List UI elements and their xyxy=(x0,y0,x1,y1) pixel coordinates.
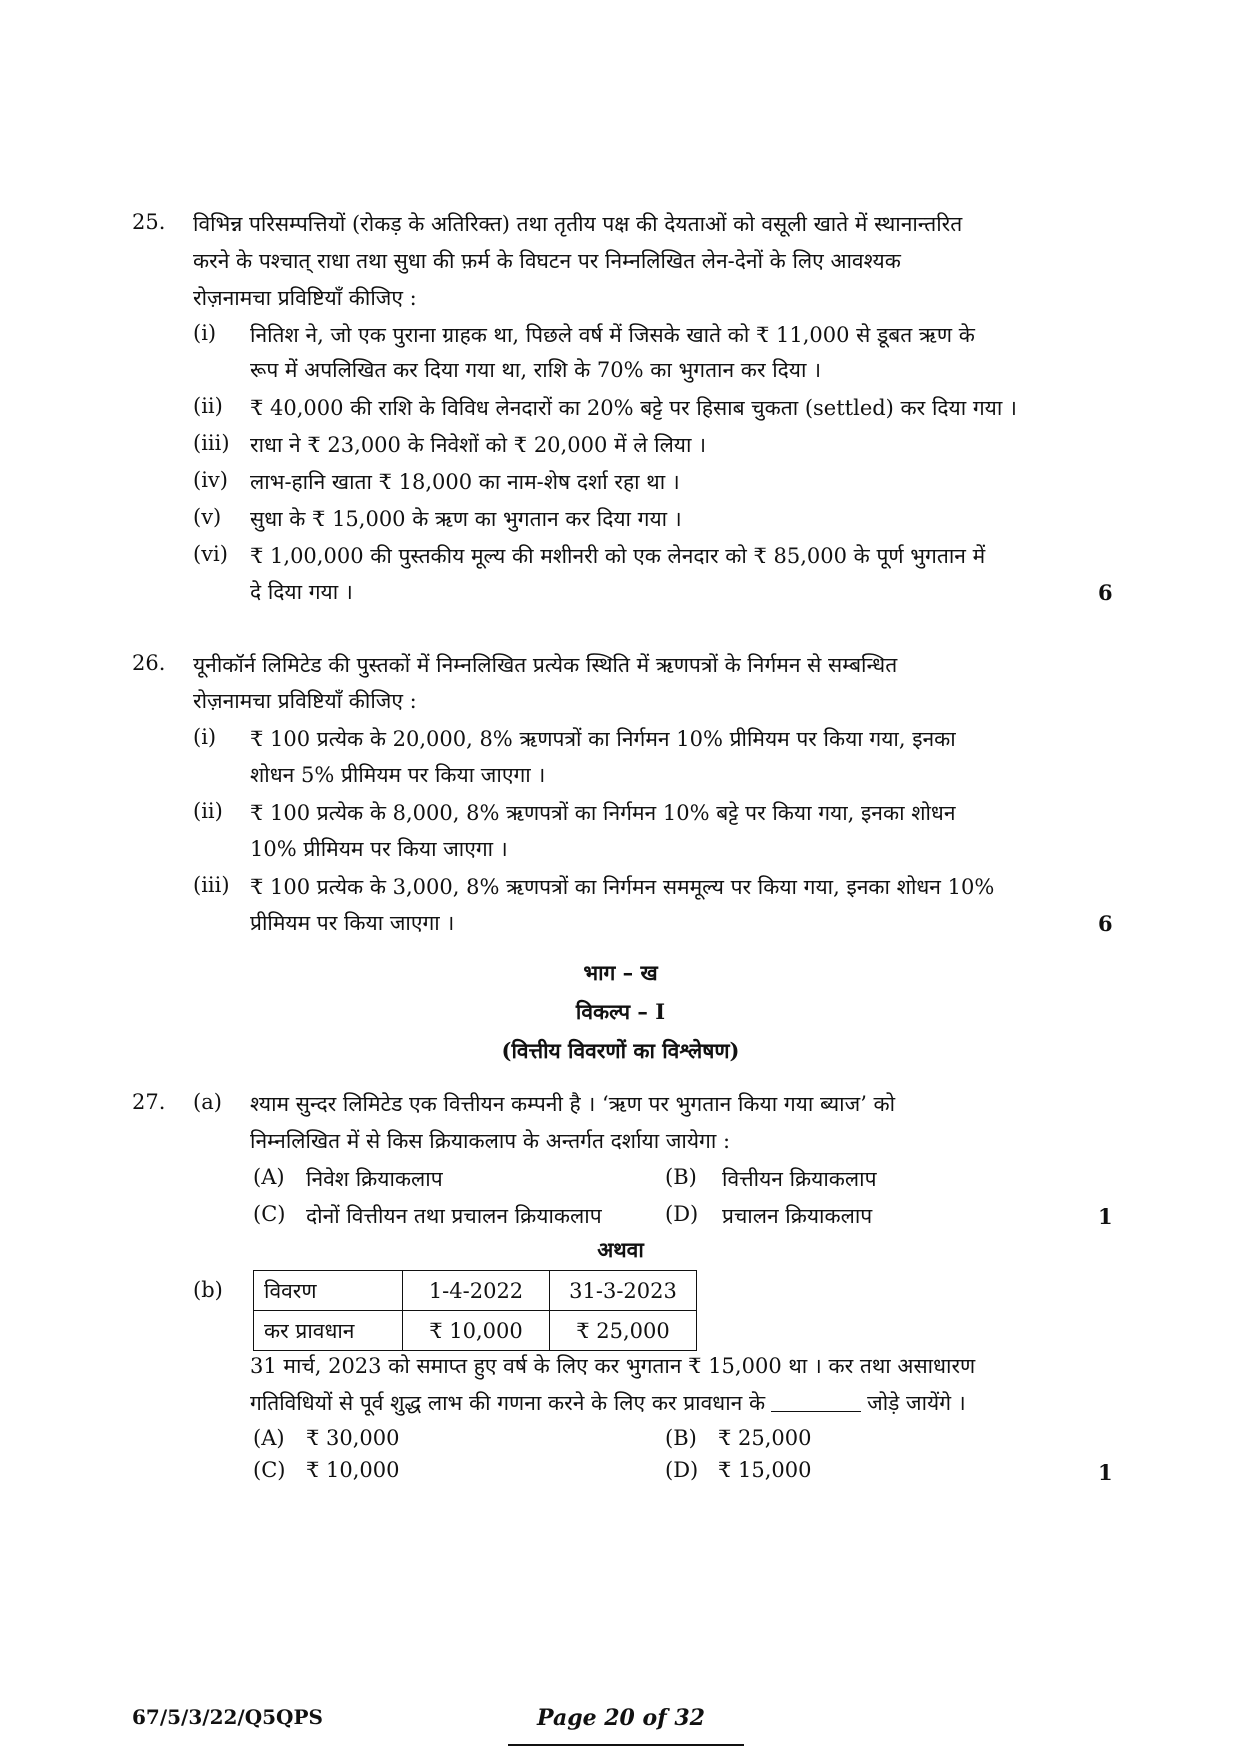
question-number: 25. xyxy=(132,210,166,234)
question-text-line: विभिन्न परिसम्पत्तियों (रोकड़ के अतिरिक्त) तथा तृतीय पक्ष की देयताओं को वसूली खाते में स्थानान्तरित xyxy=(193,212,963,236)
option-text: दोनों वित्तीयन तथा प्रचालन क्रियाकलाप xyxy=(306,1204,602,1228)
tax-provision-table xyxy=(253,1270,697,1351)
item-text: ₹ 100 प्रत्येक के 3,000, 8% ऋणपत्रों का निर्गमन सममूल्य पर किया गया, इनका शोधन 10% xyxy=(250,875,995,899)
question-text-line: 31 मार्च, 2023 को समाप्त हुए वर्ष के लिए कर भुगतान ₹ 15,000 था । कर तथा असाधारण xyxy=(250,1354,976,1378)
option-key: (B) xyxy=(665,1165,697,1189)
item-label: (vi) xyxy=(193,542,228,566)
item-text: लाभ-हानि खाता ₹ 18,000 का नाम-शेष दर्शा रहा था । xyxy=(250,470,680,494)
marks: 1 xyxy=(1098,1204,1113,1229)
section-option-heading: विकल्प – I xyxy=(575,999,666,1024)
option-key: (B) xyxy=(665,1426,697,1450)
option-text: निवेश क्रियाकलाप xyxy=(306,1167,443,1191)
fill-in-blank xyxy=(771,1411,861,1412)
item-text: प्रीमियम पर किया जाएगा । xyxy=(250,911,455,935)
item-text: सुधा के ₹ 15,000 के ऋण का भुगतान कर दिया गया । xyxy=(250,507,682,531)
table-cell: कर प्रावधान xyxy=(254,1311,403,1351)
question-text-line: रोज़नामचा प्रविष्टियाँ कीजिए : xyxy=(193,689,417,713)
item-label: (iv) xyxy=(193,468,228,492)
question-text-line: श्याम सुन्दर लिमिटेड एक वित्तीयन कम्पनी है । ‘ऋण पर भुगतान किया गया ब्याज’ को xyxy=(250,1092,896,1116)
item-text: ₹ 40,000 की राशि के विविध लेनदारों का 20% बट्टे पर हिसाब चुकता (settled) कर दिया गया । xyxy=(250,396,1017,420)
question-text-segment: गतिविधियों से पूर्व शुद्ध लाभ की गणना करने के लिए कर प्रावधान के xyxy=(250,1391,766,1415)
section-subtitle: (वित्तीय विवरणों का विश्लेषण) xyxy=(501,1038,740,1063)
part-label: (b) xyxy=(193,1278,223,1302)
item-text: शोधन 5% प्रीमियम पर किया जाएगा । xyxy=(250,763,546,787)
item-label: (iii) xyxy=(193,431,230,455)
question-text-segment: जोड़े जायेंगे । xyxy=(867,1391,966,1415)
part-label: (a) xyxy=(193,1090,222,1114)
marks: 6 xyxy=(1098,580,1113,605)
question-number: 27. xyxy=(132,1090,166,1114)
option-text: प्रचालन क्रियाकलाप xyxy=(722,1204,873,1228)
table-header-cell: विवरण xyxy=(254,1271,403,1311)
option-key: (A) xyxy=(253,1165,285,1189)
marks: 1 xyxy=(1098,1460,1113,1485)
item-text: राधा ने ₹ 23,000 के निवेशों को ₹ 20,000 में ले लिया । xyxy=(250,433,707,457)
question-text-line: निम्नलिखित में से किस क्रियाकलाप के अन्तर्गत दर्शाया जायेगा : xyxy=(250,1129,731,1153)
option-text: ₹ 15,000 xyxy=(718,1458,812,1482)
item-text: दे दिया गया । xyxy=(250,580,353,604)
marks: 6 xyxy=(1098,911,1113,936)
question-number: 26. xyxy=(132,651,166,675)
page-number: Page 20 of 32 xyxy=(537,1705,705,1731)
option-text: ₹ 30,000 xyxy=(306,1426,400,1450)
item-text: ₹ 1,00,000 की पुस्तकीय मूल्य की मशीनरी को एक लेनदार को ₹ 85,000 के पूर्ण भुगतान में xyxy=(250,544,986,568)
table-header-row xyxy=(254,1271,697,1311)
item-text: नितिश ने, जो एक पुराना ग्राहक था, पिछले वर्ष में जिसके खाते को ₹ 11,000 से डूबत ऋण के xyxy=(250,323,975,347)
or-separator: अथवा xyxy=(597,1237,644,1262)
option-text: ₹ 10,000 xyxy=(306,1458,400,1482)
option-key: (D) xyxy=(665,1202,699,1226)
item-text: ₹ 100 प्रत्येक के 20,000, 8% ऋणपत्रों का निर्गमन 10% प्रीमियम पर किया गया, इनका xyxy=(250,727,956,751)
item-label: (i) xyxy=(193,321,217,345)
option-key: (C) xyxy=(253,1458,286,1482)
footer-underline xyxy=(508,1744,744,1746)
option-text: वित्तीयन क्रियाकलाप xyxy=(722,1167,877,1191)
question-text-line: रोज़नामचा प्रविष्टियाँ कीजिए : xyxy=(193,286,417,310)
item-text: 10% प्रीमियम पर किया जाएगा । xyxy=(250,837,508,861)
table-row xyxy=(254,1311,697,1351)
option-key: (C) xyxy=(253,1202,286,1226)
option-text: ₹ 25,000 xyxy=(718,1426,812,1450)
paper-code: 67/5/3/22/Q5QPS xyxy=(132,1705,323,1729)
item-text: ₹ 100 प्रत्येक के 8,000, 8% ऋणपत्रों का निर्गमन 10% बट्टे पर किया गया, इनका शोधन xyxy=(250,801,956,825)
item-label: (i) xyxy=(193,725,217,749)
question-text-line: करने के पश्चात् राधा तथा सुधा की फ़र्म के विघटन पर निम्नलिखित लेन-देनों के लिए आवश्यक xyxy=(193,249,901,273)
table-cell: ₹ 25,000 xyxy=(550,1311,697,1351)
question-text-line: यूनीकॉर्न लिमिटेड की पुस्तकों में निम्नलिखित प्रत्येक स्थिति में ऋणपत्रों के निर्गमन से सम्बन्धित xyxy=(193,653,898,677)
item-label: (ii) xyxy=(193,394,223,418)
item-label: (v) xyxy=(193,505,222,529)
section-part-heading: भाग – ख xyxy=(583,960,658,985)
option-key: (A) xyxy=(253,1426,285,1450)
item-label: (ii) xyxy=(193,799,223,823)
item-label: (iii) xyxy=(193,873,230,897)
option-key: (D) xyxy=(665,1458,699,1482)
table-header-cell: 31-3-2023 xyxy=(550,1271,697,1311)
table-header-cell: 1-4-2022 xyxy=(403,1271,550,1311)
item-text: रूप में अपलिखित कर दिया गया था, राशि के 70% का भुगतान कर दिया । xyxy=(250,358,822,382)
table-cell: ₹ 10,000 xyxy=(403,1311,550,1351)
question-text-line xyxy=(250,1389,966,1417)
